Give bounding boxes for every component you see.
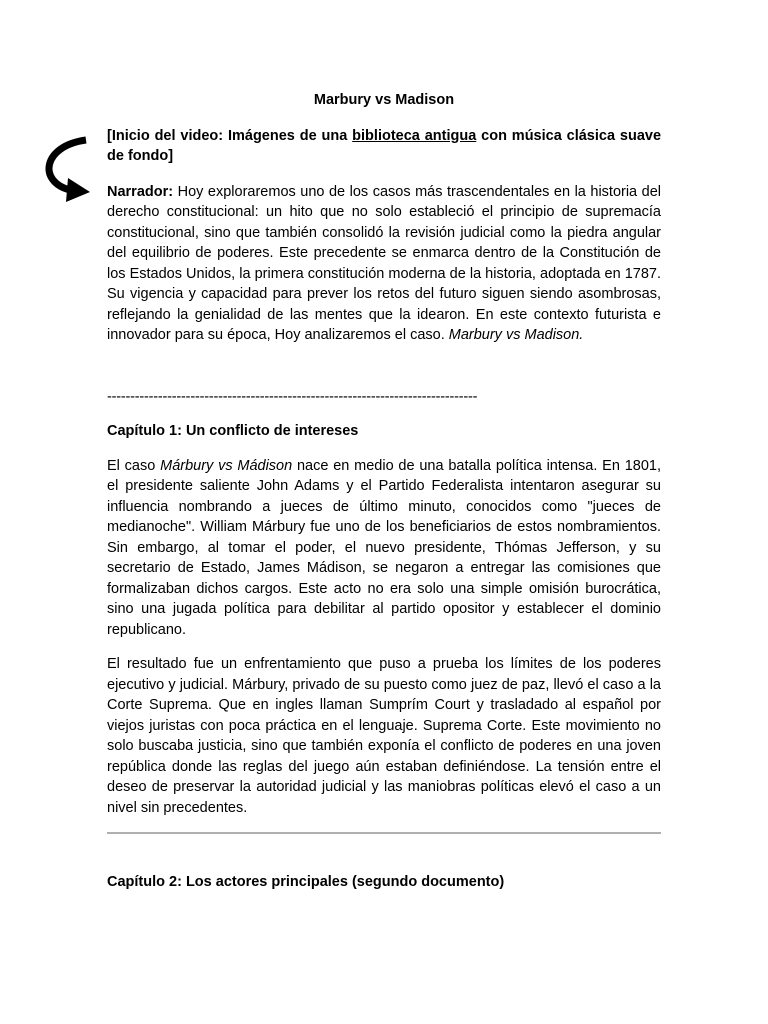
scene-direction <box>107 126 661 167</box>
scene-text-start: [Inicio del video: Imágenes de una <box>107 127 353 144</box>
scene-text-end: con música clásica suave de fondo] <box>107 127 662 164</box>
chapter-1-p1-case-name: Márbury vs Mádison <box>160 457 293 474</box>
chapter-1-p1-start: El caso <box>107 457 161 474</box>
chapter-1-paragraph-1 <box>107 456 661 641</box>
chapter-1-paragraph-2: El resultado fue un enfrentamiento que puso a prueba los límites de los poderes ejecutivo y judicial. Márbury, privado de su puesto como juez de paz, llevó el caso a la Corte Suprema. Que en ingles llaman Sumprím Court y trasladado al español por viejos juristas con poca práctica en el lenguaje. Suprema Corte. Este movimiento no solo buscaba justicia, sino que también exponía el conflicto de poderes en una joven república donde las reglas del juego aún estaban definiéndose. La tensión entre el deseo de preservar la autoridad judicial y las maniobras políticas elevó el caso a un nivel sin precedentes. <box>107 656 661 816</box>
narrator-label: Narrador: <box>107 183 174 200</box>
narrator-case-name: Marbury vs Madison. <box>448 327 584 343</box>
narrator-paragraph <box>107 182 661 346</box>
dashed-separator: -------------------------------------------------------------------------------- <box>107 388 478 405</box>
narrator-text: Hoy exploraremos uno de los casos más trascendentales en la historia del derecho constitucional: un hito que no solo estableció el principio de supremacía constitucional, sino que también consolidó la revisión judicial como la piedra angular del equilibrio de poderes. Este precedente se enmarca dentro de la Constitución de los Estados Unidos, la primera constitución moderna de la historia, adoptada en 1787. Su vigencia y capacidad para prever los retos del futuro siguen siendo asombrosas, reflejando la genialidad de las mentes que la idearon. En este contexto futurista e innovador para su época, Hoy analizaremos el caso. <box>107 183 661 343</box>
chapter-1-p1-rest: nace en medio de una batalla política intensa. En 1801, el presidente saliente John Adams y el Partido Federalista intentaron asegurar su influencia nombrando a jueces de último minuto, conocidos como "jueces de medianoche". William Márbury fue uno de los beneficiarios de estos nombramientos. Sin embargo, al tomar el poder, el nuevo presidente, Thómas Jefferson, y su secretario de Estado, James Mádison, se negaron a entregar las comisiones que formalizaban dichos cargos. Este acto no era solo una simple omisión burocrática, sino una jugada política para debilitar al partido opositor y establecer el dominio republicano. <box>107 457 661 638</box>
document-page <box>107 90 661 907</box>
chapter-2-heading: Capítulo 2: Los actores principales (segundo documento) <box>107 874 505 890</box>
horizontal-rule <box>107 832 661 834</box>
curved-arrow-icon <box>36 132 96 206</box>
scene-underlined-text: biblioteca antigua <box>352 127 477 144</box>
document-title: Marbury vs Madison <box>313 92 455 108</box>
spacer <box>107 360 661 387</box>
chapter-1-heading: Capítulo 1: Un conflicto de intereses <box>107 423 359 439</box>
